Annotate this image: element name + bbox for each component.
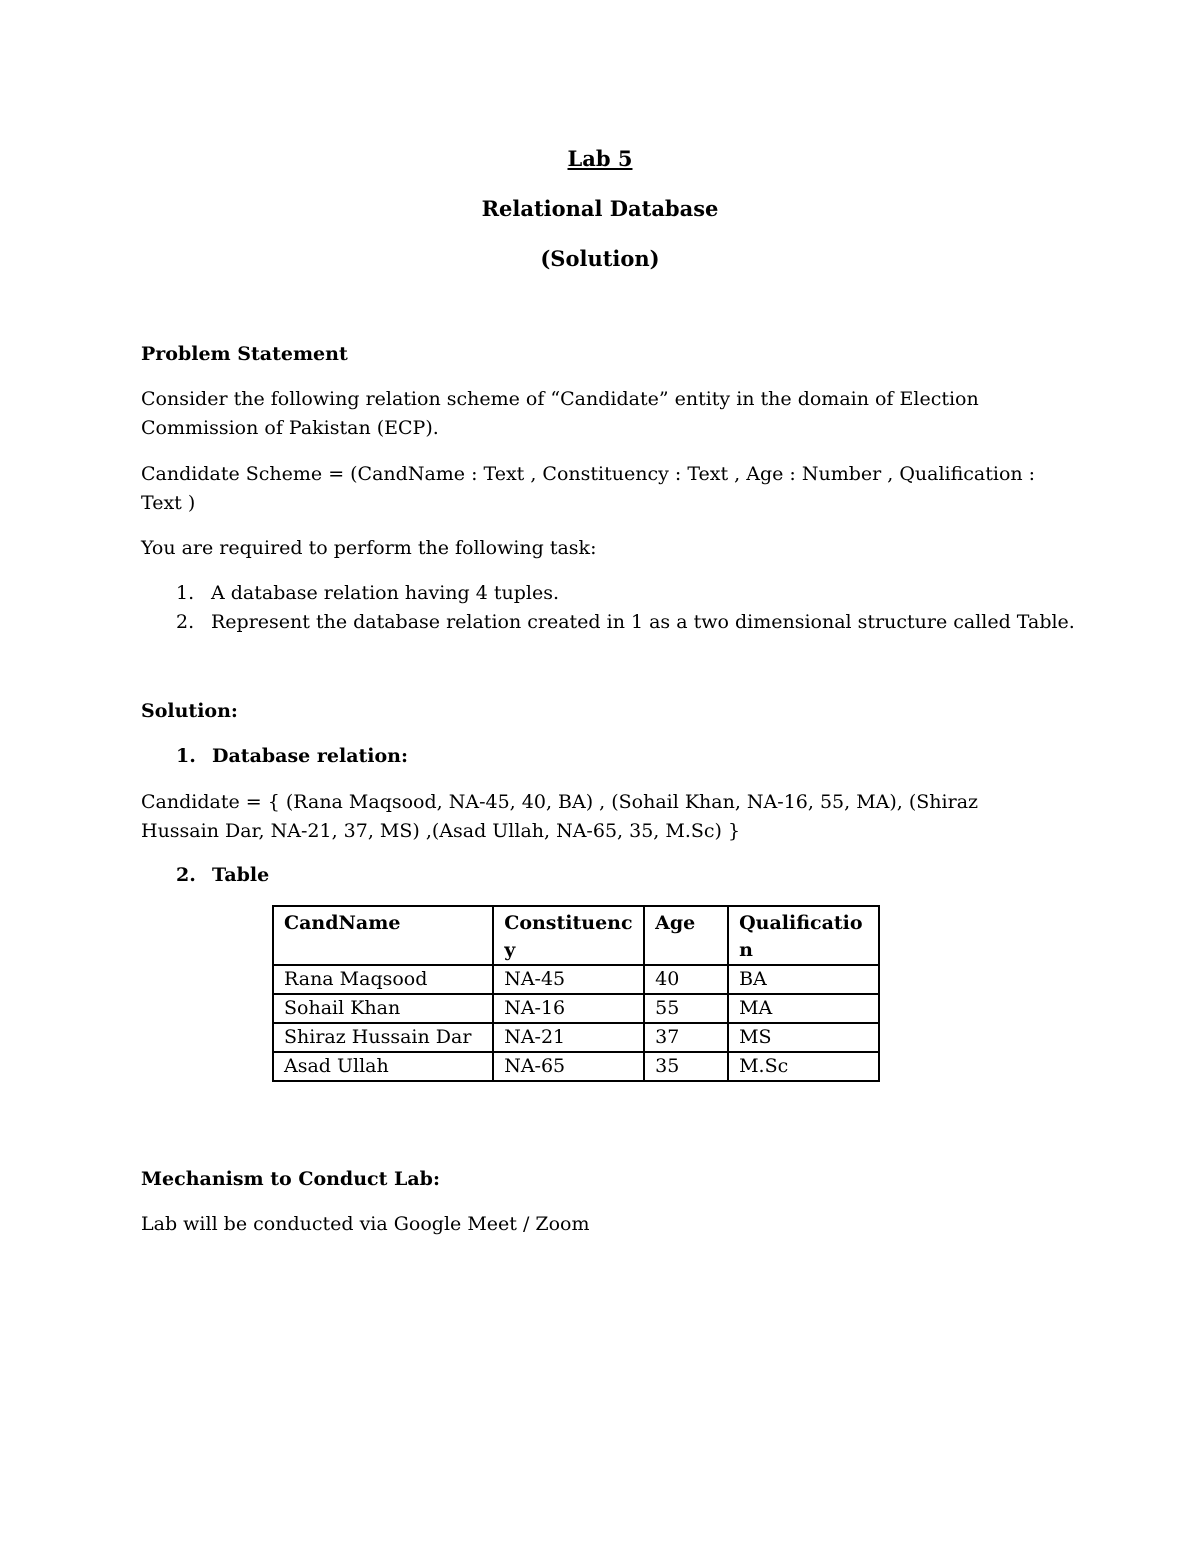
problem-paragraph [141, 385, 1041, 443]
table-row [273, 965, 879, 994]
column-header [273, 906, 493, 965]
solution-heading: Solution: [141, 700, 238, 722]
list-number: 1. [176, 745, 196, 767]
table-cell: Shiraz Hussain Dar [273, 1023, 493, 1052]
scheme-line: Candidate Scheme = (CandName : Text , Constituency : Text , Age : Number , Qualification : [141, 463, 1036, 485]
list-text: Table [212, 864, 270, 886]
column-header [728, 906, 879, 965]
list-number: 2. [176, 864, 196, 886]
page-title: Lab 5 [567, 146, 633, 171]
relation-line: Hussain Dar, NA-21, 37, MS) ,(Asad Ullah, NA-65, 35, M.Sc) } [141, 820, 741, 842]
table-cell: NA-65 [493, 1052, 644, 1081]
relation-line: Candidate = { (Rana Maqsood, NA-45, 40, BA) , (Sohail Khan, NA-16, 55, MA), (Shiraz [141, 791, 979, 813]
table-row [273, 1023, 879, 1052]
table-cell: NA-45 [493, 965, 644, 994]
table-row [273, 994, 879, 1023]
table-cell: 40 [644, 965, 728, 994]
header-text: CandName [284, 912, 401, 934]
table-header-row [273, 906, 879, 965]
table-cell: MA [728, 994, 879, 1023]
relation-paragraph [141, 788, 1041, 846]
problem-paragraph-line: Commission of Pakistan (ECP). [141, 417, 439, 439]
problem-heading: Problem Statement [141, 343, 348, 365]
header-text: Constituency [504, 912, 633, 961]
mechanism-text: Lab will be conducted via Google Meet / Zoom [141, 1213, 590, 1235]
table-cell: M.Sc [728, 1052, 879, 1081]
table-cell: Asad Ullah [273, 1052, 493, 1081]
solution-item [176, 861, 269, 890]
table-cell: Sohail Khan [273, 994, 493, 1023]
task-list-item [176, 579, 559, 608]
table-cell: Rana Maqsood [273, 965, 493, 994]
page-subtitle: Relational Database [481, 196, 719, 221]
problem-paragraph-line: Consider the following relation scheme of “Candidate” entity in the domain of Election [141, 388, 979, 410]
solution-item [176, 742, 408, 771]
list-text: Represent the database relation created in 1 as a two dimensional structure called Table. [211, 611, 1075, 633]
table-row [273, 1052, 879, 1081]
list-text: A database relation having 4 tuples. [211, 582, 559, 604]
table-cell: 35 [644, 1052, 728, 1081]
page-subtitle-solution: (Solution) [540, 246, 660, 271]
header-text: Qualification [739, 912, 863, 961]
table-cell: 55 [644, 994, 728, 1023]
list-number: 1. [176, 582, 195, 604]
mechanism-heading: Mechanism to Conduct Lab: [141, 1168, 440, 1190]
table-cell: NA-16 [493, 994, 644, 1023]
scheme-line: Text ) [141, 492, 196, 514]
scheme-paragraph [141, 460, 1041, 518]
header-text: Age [655, 912, 696, 934]
table-cell: MS [728, 1023, 879, 1052]
task-list-item [176, 608, 1075, 637]
table-cell: 37 [644, 1023, 728, 1052]
table-cell: BA [728, 965, 879, 994]
list-number: 2. [176, 611, 195, 633]
table-cell: NA-21 [493, 1023, 644, 1052]
column-header [493, 906, 644, 965]
task-intro: You are required to perform the following task: [141, 537, 597, 559]
column-header [644, 906, 728, 965]
candidate-table [272, 905, 880, 1082]
list-text: Database relation: [212, 745, 408, 767]
